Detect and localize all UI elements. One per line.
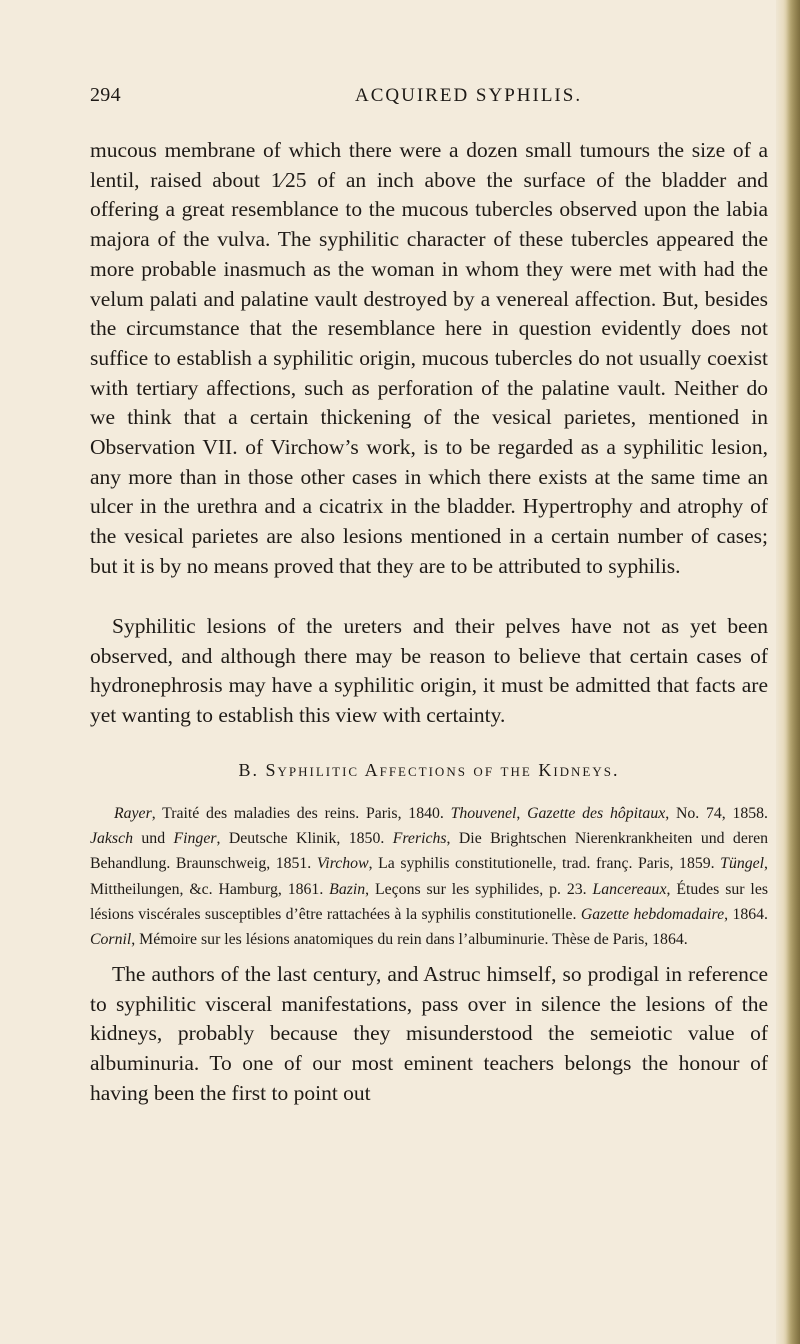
- reference-text: ,: [516, 805, 528, 822]
- paragraph-text: Syphilitic lesions of the ureters and their pelves have not as yet been observed, and although there may be reason to believe that certain cases of hydronephrosis may have a syphilitic origin, it must be admitted that facts are yet wanting to establish this view with certainty.: [90, 614, 768, 728]
- reference-author: Jaksch: [90, 830, 133, 848]
- reference-author: Frerichs: [392, 830, 447, 848]
- reference-author: Lancereaux: [592, 880, 667, 898]
- running-title: ACQUIRED SYPHILIS.: [355, 85, 583, 106]
- reference-text: , La syphilis constitutionelle, trad. franç. Paris, 1859.: [368, 855, 721, 873]
- reference-text: und: [132, 830, 174, 848]
- references-block: [90, 801, 768, 952]
- reference-author: Cornil: [90, 931, 132, 949]
- reference-author: Finger: [173, 830, 217, 848]
- reference-text: , 1864.: [724, 905, 768, 923]
- reference-text: , Traité des maladies des reins. Paris, 1840.: [151, 805, 451, 822]
- reference-text: , Deutsche Klinik, 1850.: [216, 830, 393, 848]
- reference-author: Thouvenel: [450, 805, 517, 822]
- reference-author: Bazin: [329, 880, 366, 898]
- reference-author: Gazette des hôpitaux: [527, 805, 666, 822]
- section-heading: B. Syphilitic Affections of the Kidneys.: [238, 760, 620, 780]
- reference-text: , Mémoire sur les lésions anatomiques du rein dans l’albuminurie. Thèse de Paris, 1864.: [131, 931, 688, 949]
- page-edge-line: [786, 0, 800, 1344]
- reference-author: Virchow: [316, 855, 369, 873]
- paragraph-text: mucous membrane of which there were a dozen small tumours the size of a lentil, raised about 1⁄25 of an inch above the surface of the bladder and offering a great resemblance to the mucous tubercles observed upon the labia majora of the vulva. The syphilitic character of these tubercles appeared the more probable inasmuch as the woman in whom they were met with had the velum palati and palatine vault destroyed by a venereal affection. But, besides the circumstance that the resemblance here in question evidently does not suffice to establish a syphilitic origin, mucous tubercles do not usually coexist with tertiary affections, such as perforation of the palatine vault. Neither do we think that a certain thickening of the vesical parietes, mentioned in Observation VII. of Virchow’s work, is to be regarded as a syphilitic lesion, any more than in those other cases in which there exists at the same time an ulcer in the urethra and a cicatrix in the bladder. Hypertrophy and atrophy of the vesical parietes are also lesions mentioned in a certain number of cases; but it is by no means proved that they are to be attributed to syphilis.: [90, 138, 768, 578]
- reference-author: Gazette hebdomadaire: [580, 905, 725, 923]
- paragraph-text: The authors of the last century, and Astruc himself, so prodigal in reference to syphilitic visceral manifestations, pass over in silence the lesions of the kidneys, probably because they misunderstood the semeiotic value of albuminuria. To one of our most eminent teachers belongs the honour of having been the first to point out: [90, 962, 768, 1105]
- paragraph-3: [90, 960, 768, 1109]
- reference-author: Tüngel: [720, 855, 765, 873]
- reference-text: , Études sur les lésions viscérales susceptibles d’être rattachées à la syphilis constitutionelle.: [90, 880, 768, 923]
- reference-text: , Die Brightschen Nierenkrankheiten und deren Behandlung. Braunschweig, 1851.: [90, 830, 768, 873]
- reference-text: , Mittheilungen, &c. Hamburg, 1861.: [90, 855, 768, 898]
- reference-author: Rayer: [114, 805, 152, 822]
- paragraph-1: [90, 136, 768, 582]
- paragraph-2: [90, 612, 768, 731]
- page-number: 294: [90, 84, 121, 106]
- reference-text: , Leçons sur les syphilides, p. 23.: [365, 880, 593, 898]
- reference-text: , No. 74, 1858.: [665, 805, 768, 822]
- page-header: [90, 84, 760, 114]
